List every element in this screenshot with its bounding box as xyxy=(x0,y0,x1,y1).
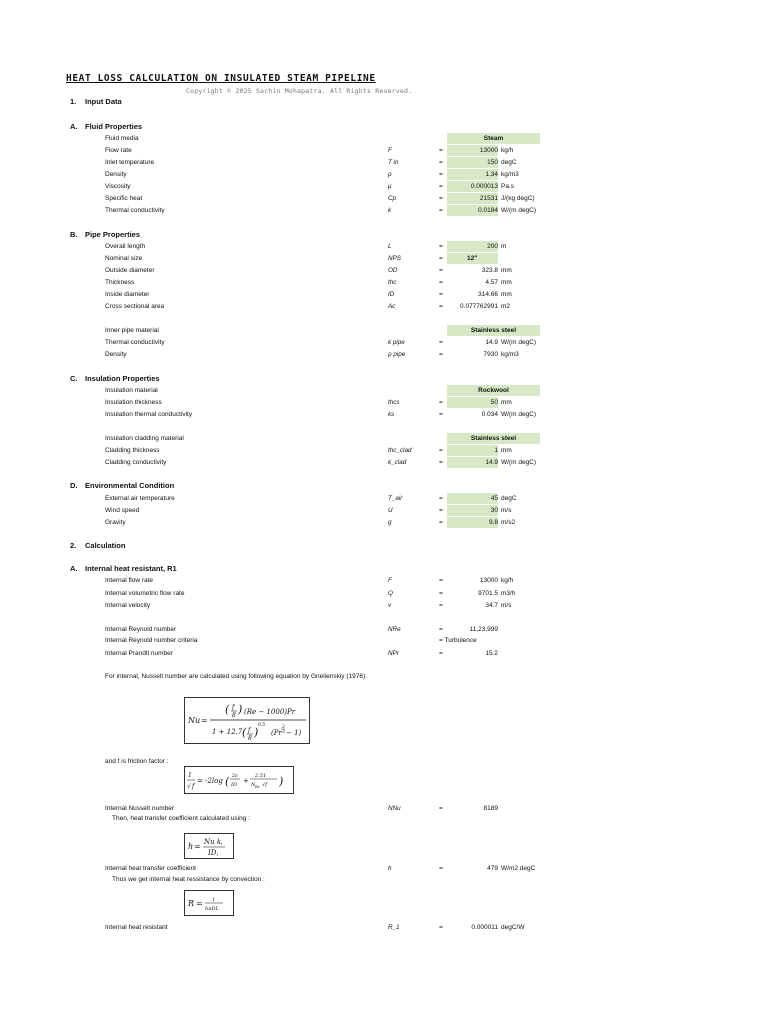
resistance-note: Thus we get internal heat ressistance by convection : xyxy=(112,876,265,883)
equals-sign: = xyxy=(439,159,443,166)
equals-sign: = xyxy=(439,279,443,286)
row-label: Cladding conductivity xyxy=(105,459,167,466)
svg-text:Re: Re xyxy=(255,785,260,789)
value-cell: 15.2 xyxy=(485,650,498,657)
row-symbol: F xyxy=(388,147,392,154)
svg-text:): ) xyxy=(254,726,259,739)
colebrook-equation xyxy=(184,766,294,794)
svg-text:− 1): − 1) xyxy=(286,729,302,737)
section-number: D. xyxy=(70,481,78,490)
row-label: Outside diameter xyxy=(105,267,155,274)
row-unit: kg/h xyxy=(501,147,514,154)
section-label: Fluid Properties xyxy=(85,122,143,131)
input-cell[interactable]: 45 xyxy=(447,493,498,504)
input-cell[interactable]: 9.8 xyxy=(447,517,498,528)
input-cell[interactable]: Stainless steel xyxy=(447,325,540,336)
input-cell[interactable]: 12" xyxy=(447,253,498,264)
row-symbol: ID xyxy=(388,291,395,298)
input-cell[interactable]: 200 xyxy=(447,241,498,252)
svg-text:2: 2 xyxy=(282,725,285,730)
row-label: Flow rate xyxy=(105,147,132,154)
section-label: Environmental Condition xyxy=(85,481,175,490)
svg-text:f: f xyxy=(248,727,251,734)
row-symbol: OD xyxy=(388,267,398,274)
value-cell: 479 xyxy=(487,865,498,872)
row-label: Thermal conductivity xyxy=(105,339,165,346)
equals-sign: = xyxy=(439,399,443,406)
row-symbol: F xyxy=(388,577,392,584)
svg-text:1 + 12.7: 1 + 12.7 xyxy=(212,728,243,736)
value-cell: 0.077762991 xyxy=(460,303,498,310)
input-cell[interactable]: 1.34 xyxy=(447,169,498,180)
svg-text:=: = xyxy=(196,899,203,908)
svg-text:f: f xyxy=(192,783,195,790)
row-symbol: T in xyxy=(388,159,399,166)
row-symbol: v xyxy=(388,602,392,609)
svg-text:+: + xyxy=(243,777,249,785)
equals-sign: = xyxy=(439,459,443,466)
gnielinski-equation xyxy=(184,697,310,744)
svg-text:(Re − 1000)Pr: (Re − 1000)Pr xyxy=(244,708,296,716)
row-label: Insulation thickness xyxy=(105,399,162,406)
svg-text:R: R xyxy=(188,899,195,908)
svg-text:3: 3 xyxy=(282,730,285,735)
section-label: Internal heat resistant, R1 xyxy=(85,564,177,573)
row-symbol: NNu xyxy=(388,805,401,812)
row-symbol: U xyxy=(388,507,393,514)
section-label: Input Data xyxy=(85,97,122,106)
row-unit: kg/h xyxy=(501,577,514,584)
equals-sign: = xyxy=(439,147,443,154)
value-cell: 34.7 xyxy=(485,602,498,609)
row-symbol: L xyxy=(388,243,392,250)
row-label: Internal volumetric flow rate xyxy=(105,590,185,597)
row-unit: degC xyxy=(501,495,517,502)
row-label: Internal velocity xyxy=(105,602,151,609)
equals-sign: = xyxy=(439,303,443,310)
row-label: Fluid media xyxy=(105,135,139,142)
row-unit: degC/W xyxy=(501,924,525,931)
row-unit: W/m2 degC xyxy=(501,865,536,872)
svg-text:0.5: 0.5 xyxy=(258,723,266,728)
equals-sign: = xyxy=(439,924,443,931)
svg-text:1: 1 xyxy=(188,772,192,779)
row-label: Internal Reynold number criteria xyxy=(105,637,198,644)
equals-sign: = xyxy=(439,351,443,358)
row-label: Thickness xyxy=(105,279,135,286)
row-label: Thermal conductivity xyxy=(105,207,165,214)
row-symbol: g xyxy=(388,519,392,526)
section-number: B. xyxy=(70,230,78,239)
row-label: Internal flow rate xyxy=(105,577,154,584)
row-label: Insulation material xyxy=(105,387,158,394)
svg-text:(: ( xyxy=(225,703,230,716)
equals-sign: = xyxy=(439,195,443,202)
row-label: Inlet temperature xyxy=(105,159,155,166)
row-label: Insulation thermal conductivity xyxy=(105,411,193,418)
row-unit: J/(kg degC) xyxy=(501,195,535,202)
section-number: A. xyxy=(70,564,78,573)
svg-text:√: √ xyxy=(187,783,191,790)
equals-sign: = xyxy=(439,243,443,250)
row-unit: mm xyxy=(501,291,512,298)
row-unit: W/(m degC) xyxy=(501,411,537,418)
input-cell[interactable]: Steam xyxy=(447,133,540,144)
svg-text:(: ( xyxy=(225,775,230,788)
row-unit: kg/m3 xyxy=(501,351,519,358)
row-label: Internal Prandtl number xyxy=(105,650,173,657)
input-cell[interactable]: 14.9 xyxy=(447,457,498,468)
svg-text:Nu k: Nu k xyxy=(204,838,222,846)
equals-sign: = xyxy=(439,267,443,274)
row-unit: mm xyxy=(501,279,512,286)
row-symbol: thc xyxy=(388,279,397,286)
svg-text:i: i xyxy=(217,852,219,857)
input-cell[interactable]: Stainless steel xyxy=(447,433,540,444)
row-label: Gravity xyxy=(105,519,126,526)
svg-text:ID: ID xyxy=(208,849,217,857)
value-cell: 13000 xyxy=(479,577,498,584)
svg-text:=: = xyxy=(201,716,208,725)
equals-sign: = xyxy=(439,650,443,657)
row-symbol: ρ pipe xyxy=(388,351,406,358)
row-symbol: NRe xyxy=(388,626,401,633)
row-label: Nominal size xyxy=(105,255,143,262)
svg-text:2.51: 2.51 xyxy=(255,773,267,779)
section-label: Insulation Properties xyxy=(85,374,160,383)
row-unit: W/(m degC) xyxy=(501,339,537,346)
row-unit: mm xyxy=(501,447,512,454)
svg-text:(Pr: (Pr xyxy=(271,729,282,737)
svg-text:1: 1 xyxy=(212,897,216,903)
equals-sign: = xyxy=(439,447,443,454)
svg-text:): ) xyxy=(279,775,284,788)
equals-sign: = xyxy=(439,495,443,502)
row-symbol: thcs xyxy=(388,399,400,406)
row-symbol: Cp xyxy=(388,195,397,202)
value-cell: 14.9 xyxy=(485,339,498,346)
row-label: External air temperature xyxy=(105,495,175,502)
input-cell[interactable]: 50 xyxy=(447,397,498,408)
equation-graphic xyxy=(185,767,293,793)
row-label: Inside diameter xyxy=(105,291,150,298)
input-cell[interactable]: 0.0184 xyxy=(447,205,498,216)
value-cell: 7930 xyxy=(483,351,498,358)
row-symbol: ks xyxy=(388,411,395,418)
svg-text:ID: ID xyxy=(231,782,237,788)
input-cell[interactable]: 150 xyxy=(447,157,498,168)
row-symbol: k pipe xyxy=(388,339,405,346)
row-unit: W/(m degC) xyxy=(501,459,537,466)
value-cell: 323.8 xyxy=(481,267,498,274)
value-cell: 314.66 xyxy=(478,291,498,298)
input-cell[interactable]: 1 xyxy=(447,445,498,456)
row-unit: m3/h xyxy=(501,590,516,597)
row-unit: degC xyxy=(501,159,517,166)
equals-sign: = xyxy=(439,577,443,584)
row-unit: mm xyxy=(501,399,512,406)
equals-sign: = xyxy=(439,291,443,298)
svg-text:Nu: Nu xyxy=(188,716,201,725)
svg-text:2ε: 2ε xyxy=(232,773,238,779)
svg-text:h: h xyxy=(188,842,194,851)
svg-text:): ) xyxy=(238,703,243,716)
section-number: C. xyxy=(70,374,78,383)
equals-sign: = xyxy=(439,507,443,514)
svg-text:=: = xyxy=(194,842,201,851)
equals-sign: = xyxy=(439,805,443,812)
svg-text:i: i xyxy=(221,841,223,846)
row-unit: mm xyxy=(501,267,512,274)
row-label: Wind speed xyxy=(105,507,140,514)
row-symbol: thc_clad xyxy=(388,447,412,454)
row-unit: m2 xyxy=(501,303,511,310)
row-label: Cross sectional area xyxy=(105,303,165,310)
equals-sign: = xyxy=(439,411,443,418)
svg-text:= -2log: = -2log xyxy=(197,777,223,785)
row-label: Overall length xyxy=(105,243,146,250)
equals-sign: = xyxy=(439,171,443,178)
row-label: Internal Reynold number xyxy=(105,626,177,633)
equation-graphic xyxy=(185,698,309,743)
row-symbol: NPS xyxy=(388,255,401,262)
row-unit: W/(m degC) xyxy=(501,207,537,214)
row-unit: m/s xyxy=(501,602,512,609)
section-label: Calculation xyxy=(85,541,126,550)
row-symbol: k_clad xyxy=(388,459,407,466)
svg-text:f: f xyxy=(232,704,235,711)
value-cell: 0.034 xyxy=(481,411,498,418)
htc-note: Then, heat transfer coefficient calculated using : xyxy=(112,815,250,822)
svg-text:8: 8 xyxy=(248,735,252,742)
equals-sign: = xyxy=(439,519,443,526)
equals-sign: = xyxy=(439,255,443,262)
input-cell[interactable]: Rockwool xyxy=(447,385,540,396)
row-symbol: T_air xyxy=(388,495,403,502)
friction-factor-note: and f is friction factor : xyxy=(105,758,169,765)
equals-sign: = xyxy=(439,339,443,346)
section-label: Pipe Properties xyxy=(85,230,141,239)
section-number: 1. xyxy=(70,97,77,106)
row-unit: kg/m3 xyxy=(501,171,519,178)
svg-text:(: ( xyxy=(242,726,247,739)
section-number: 2. xyxy=(70,541,77,550)
input-cell[interactable]: 13000 xyxy=(447,145,498,156)
row-label: Internal heat resistant xyxy=(105,924,168,931)
row-label: Insulation cladding material xyxy=(105,435,184,442)
resistance-equation xyxy=(184,890,234,916)
page-title: HEAT LOSS CALCULATION ON INSULATED STEAM PIPELINE xyxy=(66,73,376,84)
row-label: Internal heat transfer coefficient xyxy=(105,865,196,872)
equals-sign: = xyxy=(439,602,443,609)
row-symbol: ρ xyxy=(388,171,392,178)
equals-sign: = xyxy=(439,626,443,633)
row-label: Internal Nusselt number xyxy=(105,805,175,812)
equation-graphic xyxy=(185,834,233,858)
row-label: Density xyxy=(105,351,127,358)
row-symbol: μ xyxy=(388,183,392,190)
row-symbol: NPr xyxy=(388,650,399,657)
row-unit: Pa.s xyxy=(501,183,515,190)
row-label: Viscosity xyxy=(105,183,131,190)
row-symbol: R_1 xyxy=(388,924,400,931)
copyright-notice: Copyright © 2025 Sachin Mohapatra. All Rights Reserved. xyxy=(186,87,413,95)
value-cell: 8189 xyxy=(483,805,498,812)
row-label: Inner pipe material xyxy=(105,327,159,334)
value-cell: 0.000011 xyxy=(471,924,498,931)
htc-equation xyxy=(184,833,234,859)
row-unit: m xyxy=(501,243,507,250)
input-cell[interactable]: 30 xyxy=(447,505,498,516)
row-symbol: k xyxy=(388,207,392,214)
section-number: A. xyxy=(70,122,78,131)
row-symbol: h xyxy=(388,865,392,872)
svg-text:N: N xyxy=(251,782,256,788)
equals-sign: = xyxy=(439,865,443,872)
svg-text:hπDL: hπDL xyxy=(205,906,219,912)
value-cell: 11,23,999 xyxy=(469,626,498,633)
row-symbol: Ac xyxy=(388,303,396,310)
nusselt-note: For internal, Nusselt number are calculated using following equation by Gnelienskiy (1976): xyxy=(105,673,367,680)
flow-regime: = Turbulence xyxy=(439,637,477,644)
svg-text:√f: √f xyxy=(262,782,268,788)
input-cell[interactable]: 21531 xyxy=(447,193,498,204)
equation-graphic xyxy=(185,891,233,915)
row-label: Cladding thickness xyxy=(105,447,160,454)
equals-sign: = xyxy=(439,183,443,190)
row-label: Specific heat xyxy=(105,195,143,202)
value-cell: 9701.5 xyxy=(478,590,498,597)
row-symbol: Q xyxy=(388,590,393,597)
row-label: Density xyxy=(105,171,127,178)
equals-sign: = xyxy=(439,207,443,214)
value-cell: 4.57 xyxy=(485,279,498,286)
input-cell[interactable]: 0.000013 xyxy=(447,181,498,192)
equals-sign: = xyxy=(439,590,443,597)
svg-text:8: 8 xyxy=(232,712,236,719)
row-unit: m/s2 xyxy=(501,519,516,526)
row-unit: m/s xyxy=(501,507,512,514)
